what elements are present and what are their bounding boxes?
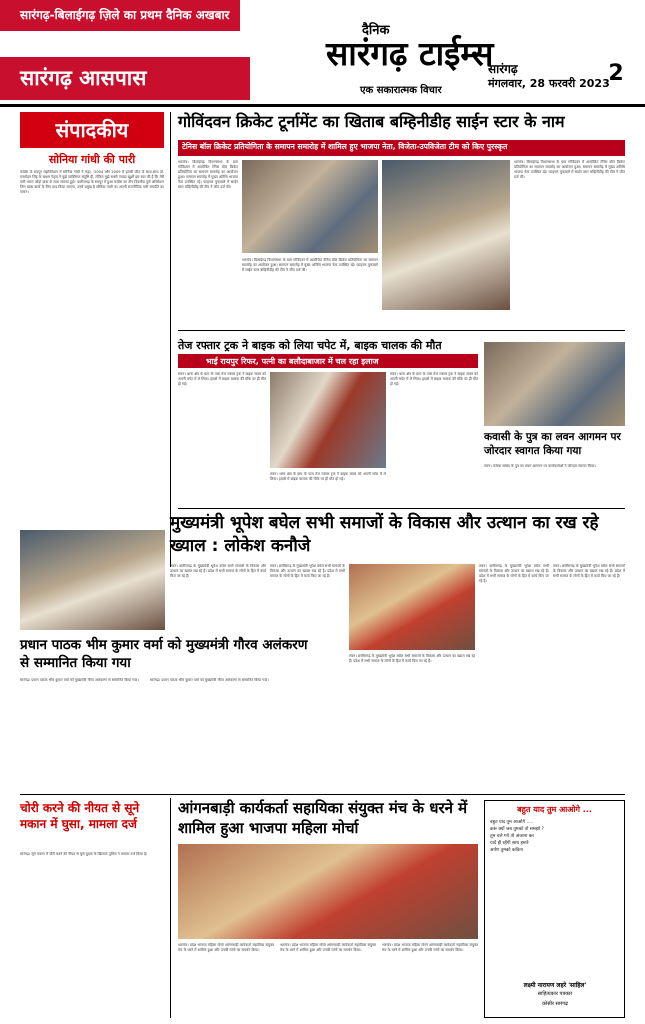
lead-body-col3: भटगांव। बिलाईगढ़ विधानसभा के ग्राम गोविंदवन में आयोजित टेनिस बॉल क्रिकेट प्रतियोगिता का समापन समारोह का आयोजन हुआ। समापन समारोह में मुख्य अतिथि भाजपा नेता उपस्थित रहे। फाइनल मुकाबले में साईन स्टार बम्हिनीडीह की टीम ने जीत दर्ज की।	[514, 160, 625, 179]
lead-photo-ceremony	[242, 160, 378, 253]
award-headline: प्रधान पाठक भीम कुमार वर्मा को मुख्यमंत्री गौरव अलंकरण से सम्मानित किया गया	[20, 637, 308, 671]
anganwadi-photo	[178, 844, 478, 939]
cm-body-col1: लवन। छत्तीसगढ़ के मुख्यमंत्री भूपेश बघेल सभी समाजों के विकास और उत्थान का ख्याल रख रहे हैं। प्रदेश में सभी समाज के लोगों के हित में कार्य किए जा रहे हैं।	[170, 564, 266, 578]
editorial-title: सोनिया गांधी की पारी	[48, 153, 136, 166]
cm-body-col2: लवन। छत्तीसगढ़ के मुख्यमंत्री भूपेश बघेल सभी समाजों के विकास और उत्थान का ख्याल रख रहे हैं। प्रदेश में सभी समाज के लोगों के हित में कार्य किए जा रहे हैं।	[270, 564, 345, 578]
editorial-body: कांग्रेस के रायपुर महाधिवेशन में सोनिया गांधी ने कहा, '2004 और 2009 में हमारी जीत के साथ-साथ डॉ. मनमोहन सिंह के सक्षम नेतृत्व ने मुझे व्यक्तिगत संतुष्टि दी, लेकिन मुझे सबसे ज्यादा खुशी इस बात की है कि मेरी पारी भारत जोड़ो यात्रा के साथ समाप्त हुई।' छत्तीसगढ़ के रायपुर में हुआ कांग्रेस का तीन दिवसीय पूर्ण अधिवेशन जिन खास बातों के लिए याद किया जाएगा, उनमें प्रमुख है सोनिया गांधी का अपनी राजनीतिक पारी समाप्ति का एलान।	[20, 170, 164, 194]
section-title: सारंगढ़ आसपास	[20, 66, 147, 90]
daily-label: दैनिक	[362, 23, 390, 38]
poem-line: अर्पण तुमको कविता	[490, 848, 523, 853]
lead-headline: गोविंदवन क्रिकेट टूर्नामेंट का खिताब बम्हिनीडीह साईन स्टार के नाम	[178, 112, 565, 131]
motto: एक सकारात्मक विचार	[360, 85, 442, 96]
kawasi-rule	[178, 508, 625, 509]
lead-photo-team	[382, 160, 510, 310]
page-number: 2	[608, 61, 624, 86]
poem-author-place: कोसीर सारंगढ़	[542, 1001, 568, 1007]
poem-line: बहुत याद तुम आओगे .....	[490, 820, 534, 825]
masthead-rule	[0, 104, 645, 107]
kawasi-headline: कवासी के पुत्र का लवन आगमन पर जोरदार स्वागत किया गया	[484, 431, 621, 457]
lead-subheadline: टेनिस बॉल क्रिकेट प्रतियोगिता के समापन समारोह में शामिल हुए भाजपा नेता, विजेता-उपविजेता टीम को किए पुरस्कृत	[182, 142, 508, 151]
poem-box	[484, 800, 625, 1018]
poem-author-role: साहित्यकार पत्रकार	[537, 991, 573, 997]
poem-author: लक्ष्मी नारायण लहरे 'साहिल'	[523, 982, 587, 989]
award-photo	[20, 530, 165, 630]
poem-line: यादें ही रहेंगी साथ हमारे	[490, 841, 529, 846]
kawasi-body: लवन। कोरबा सांसद के पुत्र का लवन आगमन पर कार्यकर्ताओं ने जोरदार स्वागत किया।	[484, 464, 596, 468]
cm-photo	[349, 564, 475, 650]
masthead	[0, 0, 645, 110]
anganwadi-body-col2: भटगांव। प्रदेश भाजपा महिला मोर्चा आंगनबाड़ी कार्यकर्ता सहायिका संयुक्त मंच के धरने में शामिल हुआ और उनकी मांगों का समर्थन किया।	[280, 943, 376, 952]
anganwadi-body-col3: भटगांव। प्रदेश भाजपा महिला मोर्चा आंगनबाड़ी कार्यकर्ता सहायिका संयुक्त मंच के धरने में शामिल हुआ और उनकी मांगों का समर्थन किया।	[382, 943, 478, 952]
theft-divider	[170, 798, 171, 1018]
cm-body-col5: लवन। छत्तीसगढ़ के मुख्यमंत्री भूपेश बघेल सभी समाजों के विकास और उत्थान का ख्याल रख रहे हैं। प्रदेश में सभी समाज के लोगों के हित में कार्य किए जा रहे हैं।	[553, 564, 625, 578]
award-story	[20, 530, 165, 630]
editorial-heading: संपादकीय	[55, 118, 129, 142]
city: सारंगढ़	[488, 62, 518, 76]
lead-story	[178, 112, 625, 327]
cm-headline: मुख्यमंत्री भूपेश बघेल सभी समाजों के विकास और उत्थान का रख रहे ख्याल : लोकेश कनौजे	[170, 513, 599, 556]
poem-title: बहुत याद तुम आओगे ...	[517, 805, 592, 814]
editorial	[20, 112, 164, 567]
tagline: सारंगढ़-बिलाईगढ़ ज़िले का प्रथम दैनिक अखबार	[20, 8, 230, 22]
accident-subheadline: भाई रायपुर रिफर, पत्नी का बलौदाबाजार में चल रहा इलाज	[206, 357, 379, 366]
anganwadi-headline: आंगनबाड़ी कार्यकर्ता सहायिका संयुक्त मंच के धरने में शामिल हुआ भाजपा महिला मोर्चा	[178, 799, 468, 837]
date: मंगलवार, 28 फरवरी 2023	[488, 77, 610, 90]
poem-lines	[490, 819, 620, 854]
accident-body-col2: लवन। थाना क्षेत्र के ग्राम के पास तेज रफ्तार ट्रक ने बाइक सवार को अपनी चपेट में ले लिया। हादसे में बाइक चालक की मौके पर ही मौत हो गई।	[270, 472, 386, 481]
poem-line: करूं क्यों जब तुमको तो समझो ?	[490, 827, 544, 832]
lead-body-col1: भटगांव। बिलाईगढ़ विधानसभा के ग्राम गोविंदवन में आयोजित टेनिस बॉल क्रिकेट प्रतियोगिता का समापन समारोह का आयोजन हुआ। समापन समारोह में मुख्य अतिथि भाजपा नेता उपस्थित रहे। फाइनल मुकाबले में साईन स्टार बम्हिनीडीह की टीम ने जीत दर्ज की।	[178, 160, 238, 189]
lead-body-col2: भटगांव। बिलाईगढ़ विधानसभा के ग्राम गोविंदवन में आयोजित टेनिस बॉल क्रिकेट प्रतियोगिता का समापन समारोह का आयोजन हुआ। समापन समारोह में मुख्य अतिथि भाजपा नेता उपस्थित रहे। फाइनल मुकाबले में साईन स्टार बम्हिनीडीह की टीम ने जीत दर्ज की।	[242, 258, 378, 272]
paper-name: सारंगढ़ टाईम्स	[326, 34, 494, 73]
theft-headline: चोरी करने की नीयत से सूने मकान में घुसा, मामला दर्ज	[20, 801, 140, 831]
award-body-col2: सारंगढ़। प्रधान पाठक भीम कुमार वर्मा को मुख्यमंत्री गौरव अलंकरण से सम्मानित किया गया।	[150, 678, 269, 682]
editorial-divider	[170, 112, 171, 567]
lead-rule	[178, 330, 625, 331]
poem-line: तुम चले गये तो अंजाना कर	[490, 834, 535, 839]
accident-photo	[270, 372, 386, 468]
cm-rule	[20, 794, 625, 795]
theft-story	[20, 798, 165, 1018]
cm-body-col3: लवन। छत्तीसगढ़ के मुख्यमंत्री भूपेश बघेल सभी समाजों के विकास और उत्थान का ख्याल रख रहे हैं। प्रदेश में सभी समाज के लोगों के हित में कार्य किए जा रहे हैं।	[349, 654, 475, 663]
accident-body-col1: लवन। थाना क्षेत्र के ग्राम के पास तेज रफ्तार ट्रक ने बाइक सवार को अपनी चपेट में ले लिया। हादसे में बाइक चालक की मौके पर ही मौत हो गई।	[178, 372, 266, 386]
accident-headline: तेज रफ्तार ट्रक ने बाइक को लिया चपेट में, बाइक चालक की मौत	[178, 339, 442, 352]
cm-body-col4: लवन। छत्तीसगढ़ के मुख्यमंत्री भूपेश बघेल सभी समाजों के विकास और उत्थान का ख्याल रख रहे हैं। प्रदेश में सभी समाज के लोगों के हित में कार्य किए जा रहे हैं।	[479, 564, 549, 583]
kawasi-story	[484, 342, 625, 502]
kawasi-photo	[484, 342, 625, 426]
theft-body: सारंगढ़। सूने मकान में चोरी करने की नीयत से घुसे युवक के खिलाफ पुलिस ने मामला दर्ज किया है।	[20, 852, 148, 856]
accident-body-col3: लवन। थाना क्षेत्र के ग्राम के पास तेज रफ्तार ट्रक ने बाइक सवार को अपनी चपेट में ले लिया। हादसे में बाइक चालक की मौके पर ही मौत हो गई।	[390, 372, 478, 386]
award-body: सारंगढ़। प्रधान पाठक भीम कुमार वर्मा को मुख्यमंत्री गौरव अलंकरण से सम्मानित किया गया।	[20, 678, 139, 682]
anganwadi-body-col1: भटगांव। प्रदेश भाजपा महिला मोर्चा आंगनबाड़ी कार्यकर्ता सहायिका संयुक्त मंच के धरने में शामिल हुआ और उनकी मांगों का समर्थन किया।	[178, 943, 274, 952]
anganwadi-story	[178, 798, 478, 1018]
